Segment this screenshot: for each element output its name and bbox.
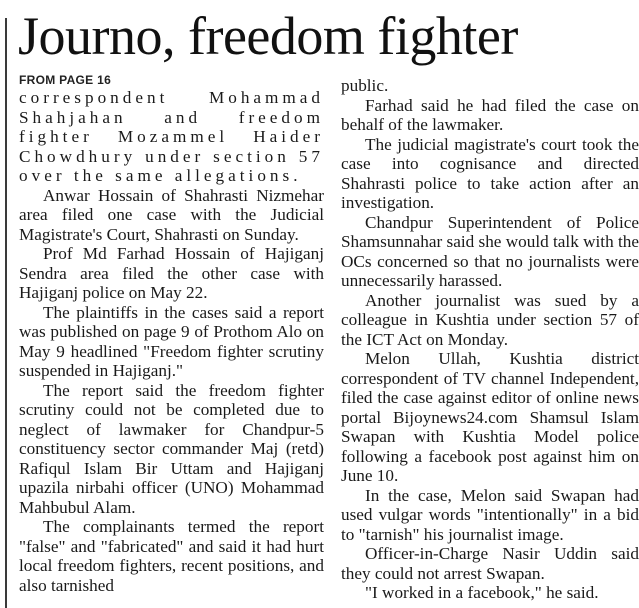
paragraph: The judicial magistrate's court took the case into cognisance and directed Shahrasti police to take action after an investigation. xyxy=(341,134,639,212)
paragraph: Melon Ullah, Kushtia district correspondent of TV channel Independent, filed the case against editor of online news portal Bijoynews24.com Shamsul Islam Swapan with Kushtia Model police following a facebook post against him on June 10. xyxy=(341,349,639,485)
paragraph: Another journalist was sued by a colleague in Kushtia under section 57 of the ICT Act on Monday. xyxy=(341,290,639,349)
paragraph: Officer-in-Charge Nasir Uddin said they could not arrest Swapan. xyxy=(341,544,639,583)
paragraph: The plaintiffs in the cases said a report was published on page 9 of Prothom Alo on May 9 headlined "Freedom fighter scrutiny suspended in Hajiganj." xyxy=(19,302,324,380)
paragraph: public. xyxy=(341,76,389,95)
article-column-right xyxy=(341,76,639,608)
paragraph: Anwar Hossain of Shahrasti Nizmehar area filed one case with the Judicial Magistrate's Court, Shahrasti on Sunday. xyxy=(19,185,324,244)
headline: Journo, freedom fighter xyxy=(18,6,518,66)
paragraph: In the case, Melon said Swapan had used vulgar words "intentionally" in a bid to "tarnish" his journalist image. xyxy=(341,485,639,544)
paragraph: Prof Md Farhad Hossain of Hajiganj Sendra area filed the other case with Hajiganj police on May 22. xyxy=(19,244,324,302)
paragraph: The complainants termed the report "false" and "fabricated" and said it had hurt local freedom fighters, recent positions, and also tarnished xyxy=(19,517,324,595)
paragraph: Chandpur Superintendent of Police Shamsunnahar said she would talk with the OCs concerned so that no journalists were unnecessarily harassed. xyxy=(341,212,639,290)
paragraph: correspondent Mohammad Shahjahan and freedom fighter Mozammel Haider Chowdhury under section 57 over the same allegations. xyxy=(19,88,324,185)
paragraph: Farhad said he had filed the case on behalf of the lawmaker. xyxy=(341,95,639,134)
continuation-kicker: FROM PAGE 16 xyxy=(19,73,112,87)
column-rule xyxy=(5,18,7,608)
paragraph: The report said the freedom fighter scrutiny could not be completed due to neglect of lawmaker for Chandpur-5 constituency sector commander Maj (retd) Rafiqul Islam Bir Uttam and Hajiganj upazila nirbahi officer (UNO) Mohammad Mahbubul Alam. xyxy=(19,380,324,517)
paragraph: "I worked in a facebook," he said. xyxy=(365,583,599,602)
article-column-left xyxy=(19,72,324,608)
